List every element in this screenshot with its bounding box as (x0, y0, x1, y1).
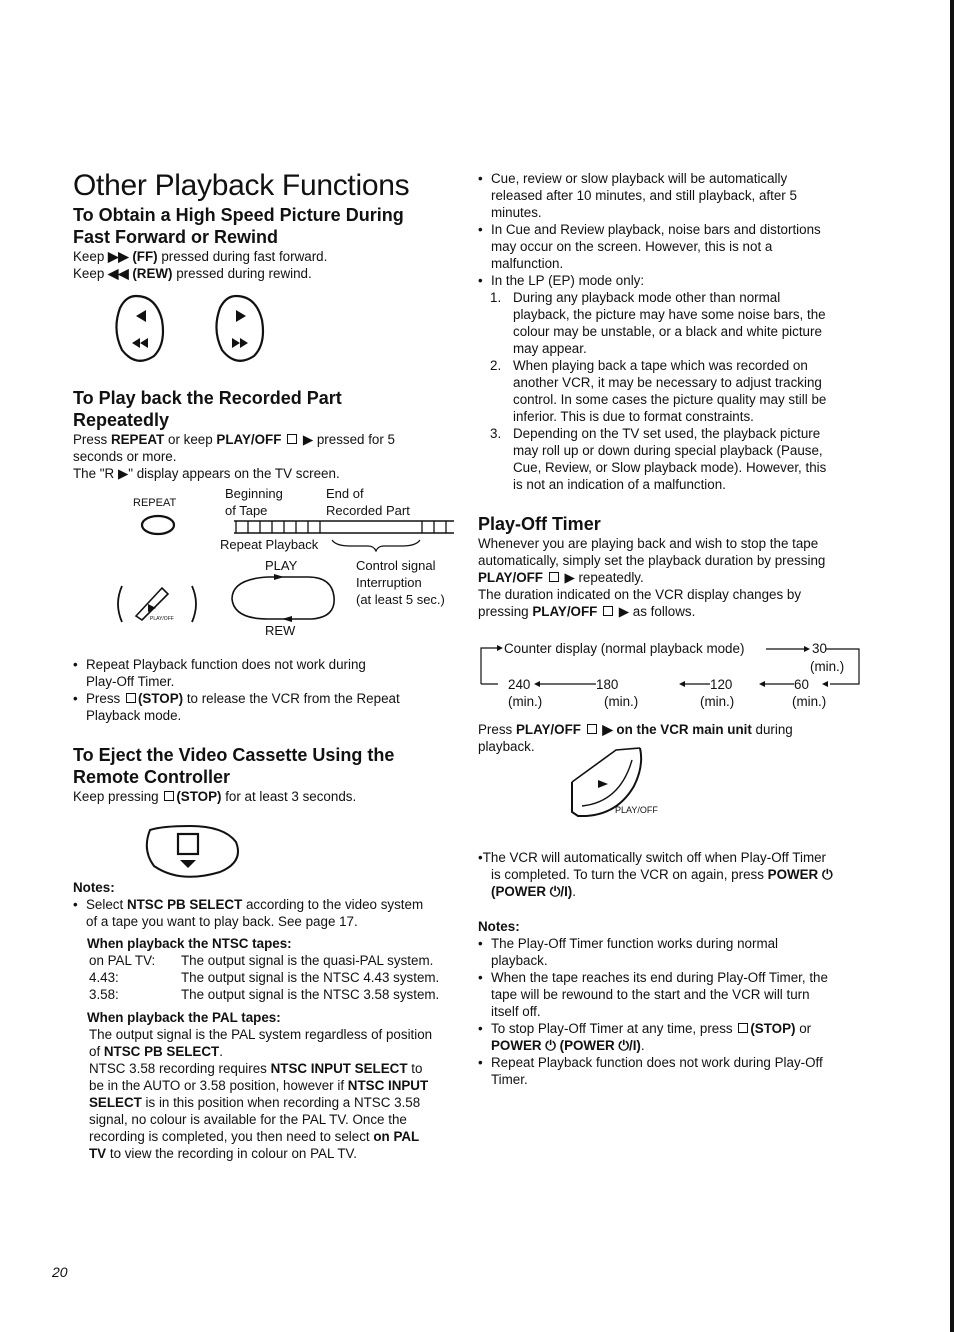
cycle-unit-60: (min.) (792, 694, 827, 709)
left-column (73, 168, 463, 282)
pal-tapes-text: The output signal is the PAL system regardless of position of NTSC PB SELECT. NTSC 3.58 recording requires NTSC INPUT SELECT to be in the AUTO or 3.58 position, however if NTSC INPUT SELECT is in this position when recording a NTSC 3.58 signal, no colour is available for the PAL TV. Once the recording is completed, you then need to select on PAL TV to view the recording in colour on PAL TV. (89, 1027, 433, 1161)
timer-duration-text: The duration indicated on the VCR display changes by pressing PLAY/OFF ▶ as follows. (478, 587, 802, 619)
timer-icon (549, 572, 559, 582)
repeat-instruction: Press REPEAT or keep PLAY/OFF ▶ pressed for 5 seconds or more. (73, 432, 396, 464)
rew-button-icon (116, 296, 163, 361)
rew-instruction: Keep ◀◀ (REW) pressed during rewind. (73, 266, 312, 281)
cycle-unit-240: (min.) (508, 694, 543, 709)
cycle-value-120: 120 (710, 677, 733, 692)
tape-bar (234, 519, 456, 535)
timer-note-2: • When the tape reaches its end during Play-Off Timer, the tape will be rewound to the start and the VCR will turn itself off. (478, 969, 858, 1020)
ff-symbol: ▶▶ (108, 249, 129, 264)
main-unit-instruction: Press PLAY/OFF ▶ on the VCR main unit during playback. (478, 722, 793, 754)
timer-intro: Whenever you are playing back and wish to stop the tape automatically, simply set the playback duration by pressing PLAY/OFF ▶ repeatedly. (478, 536, 826, 585)
repeat-note-2: • Press (STOP) to release the VCR from the Repeat Playback mode. (73, 690, 463, 724)
timer-icon (287, 434, 297, 444)
repeat-notes (73, 656, 463, 724)
list-item: 2. When playing back a tape which was recorded on another VCR, it may be necessary to adjust tracking control. In some cases the picture quality may still be inferior. This is due to format constraints. (490, 358, 827, 424)
list-item: 1. During any playback mode other than normal playback, the picture may have some noise bars, the colour may be unstable, or a black and white picture may appear. (490, 290, 826, 356)
auto-switch-off-note: •The VCR will automatically switch off when Play-Off Timer is completed. To turn the VCR on again, press POWER ⏻ (POWER ⏻/I). (478, 850, 833, 899)
cycle-value-60: 60 (794, 677, 809, 692)
page-number: 20 (52, 1264, 68, 1280)
cue-review-note: • Cue, review or slow playback will be automatically released after 10 minutes, and still playback, after 5 minutes. (478, 170, 853, 221)
cycle-unit-180: (min.) (604, 694, 639, 709)
rew-symbol: ◀◀ (108, 266, 129, 281)
section-timer-heading: Play-Off Timer (478, 514, 601, 534)
list-item: 3. Depending on the TV set used, the playback picture may roll up or down during special playback (Pause, Cue, Review, or Slow playback mode). However, this is not an indication of a malfunction. (490, 426, 827, 492)
page-title: Other Playback Functions (73, 169, 410, 202)
notes-label-right: Notes: (478, 919, 520, 934)
stop-icon (164, 791, 174, 801)
cycle-value-180: 180 (596, 677, 619, 692)
repeat-button-label: REPEAT (133, 497, 177, 509)
noise-bars-note: • In Cue and Review playback, noise bars and distortions may occur on the screen. However, this is not a malfunction. (478, 221, 853, 272)
playoff-small-label: PLAY/OFF (150, 616, 174, 622)
timer-cycle-diagram (478, 640, 868, 712)
play-rew-loop (228, 573, 340, 625)
playoff-button-icon (112, 580, 202, 630)
control-signal-label: Control signal Interruption (at least 5 sec.) (356, 558, 445, 607)
timer-icon (587, 724, 597, 734)
section-ff-rew-heading: To Obtain a High Speed Picture During Fast Forward or Rewind (73, 205, 404, 247)
cycle-value-30: 30 (812, 641, 827, 656)
timer-notes (478, 849, 858, 1088)
ff-button-icon (216, 296, 263, 361)
stop-icon (126, 693, 136, 703)
stop-eject-button-icon (140, 822, 245, 882)
rew-label: REW (265, 623, 296, 638)
timer-note-4: • Repeat Playback function does not work during Play-Off Timer. (478, 1054, 858, 1088)
cycle-unit-120: (min.) (700, 694, 735, 709)
table-row: 4.43: The output signal is the NTSC 4.43 system. (89, 970, 440, 985)
play-label: PLAY (265, 558, 298, 573)
section-repeat-heading: To Play back the Recorded Part Repeatedly (73, 388, 342, 430)
repeat-playback-label: Repeat Playback (220, 537, 319, 552)
eject-section (73, 744, 463, 805)
ff-rew-buttons-illustration (108, 290, 278, 370)
repeat-playback-brace (330, 538, 422, 552)
ntsc-tapes-heading: When playback the NTSC tapes: (87, 936, 292, 951)
repeat-button-icon (140, 513, 180, 537)
eject-instruction: Keep pressing (STOP) for at least 3 seconds. (73, 789, 357, 804)
beginning-label: Beginning of Tape (225, 486, 283, 518)
timer-note-1: • The Play-Off Timer function works during normal playback. (478, 935, 858, 969)
main-unit-button-label: PLAY/OFF (615, 805, 658, 815)
repeat-note-1: • Repeat Playback function does not work during Play-Off Timer. (73, 656, 463, 690)
table-row: 3.58: The output signal is the NTSC 3.58 system. (89, 987, 440, 1002)
section-eject-heading: To Eject the Video Cassette Using the Remote Controller (73, 745, 395, 787)
ff-instruction: Keep ▶▶ (FF) pressed during fast forward. (73, 249, 328, 264)
lp-mode-note: • In the LP (EP) mode only: (478, 272, 853, 289)
right-column (478, 170, 853, 620)
counter-display-label: Counter display (normal playback mode) (504, 641, 745, 656)
ntsc-select-note: • Select NTSC PB SELECT according to the video system of a tape you want to play back. See page 17. (73, 896, 463, 930)
cycle-unit-30: (min.) (810, 659, 845, 674)
pal-tapes-heading: When playback the PAL tapes: (87, 1010, 281, 1025)
table-row: on PAL TV: The output signal is the quasi-PAL system. (89, 953, 434, 968)
left-notes (73, 879, 463, 1162)
stop-icon (738, 1023, 748, 1033)
timer-note-3: • To stop Play-Off Timer at any time, press (STOP) or POWER ⏻ (POWER ⏻/I). (478, 1020, 858, 1054)
repeat-section (73, 387, 463, 482)
page-edge-bar (950, 0, 954, 1332)
timer-icon (603, 606, 613, 616)
cycle-value-240: 240 (508, 677, 531, 692)
notes-label-left: Notes: (73, 880, 115, 895)
repeat-display-note: The "R ▶" display appears on the TV screen. (73, 466, 340, 481)
ntsc-table (73, 952, 463, 1003)
end-label: End of Recorded Part (326, 486, 410, 518)
